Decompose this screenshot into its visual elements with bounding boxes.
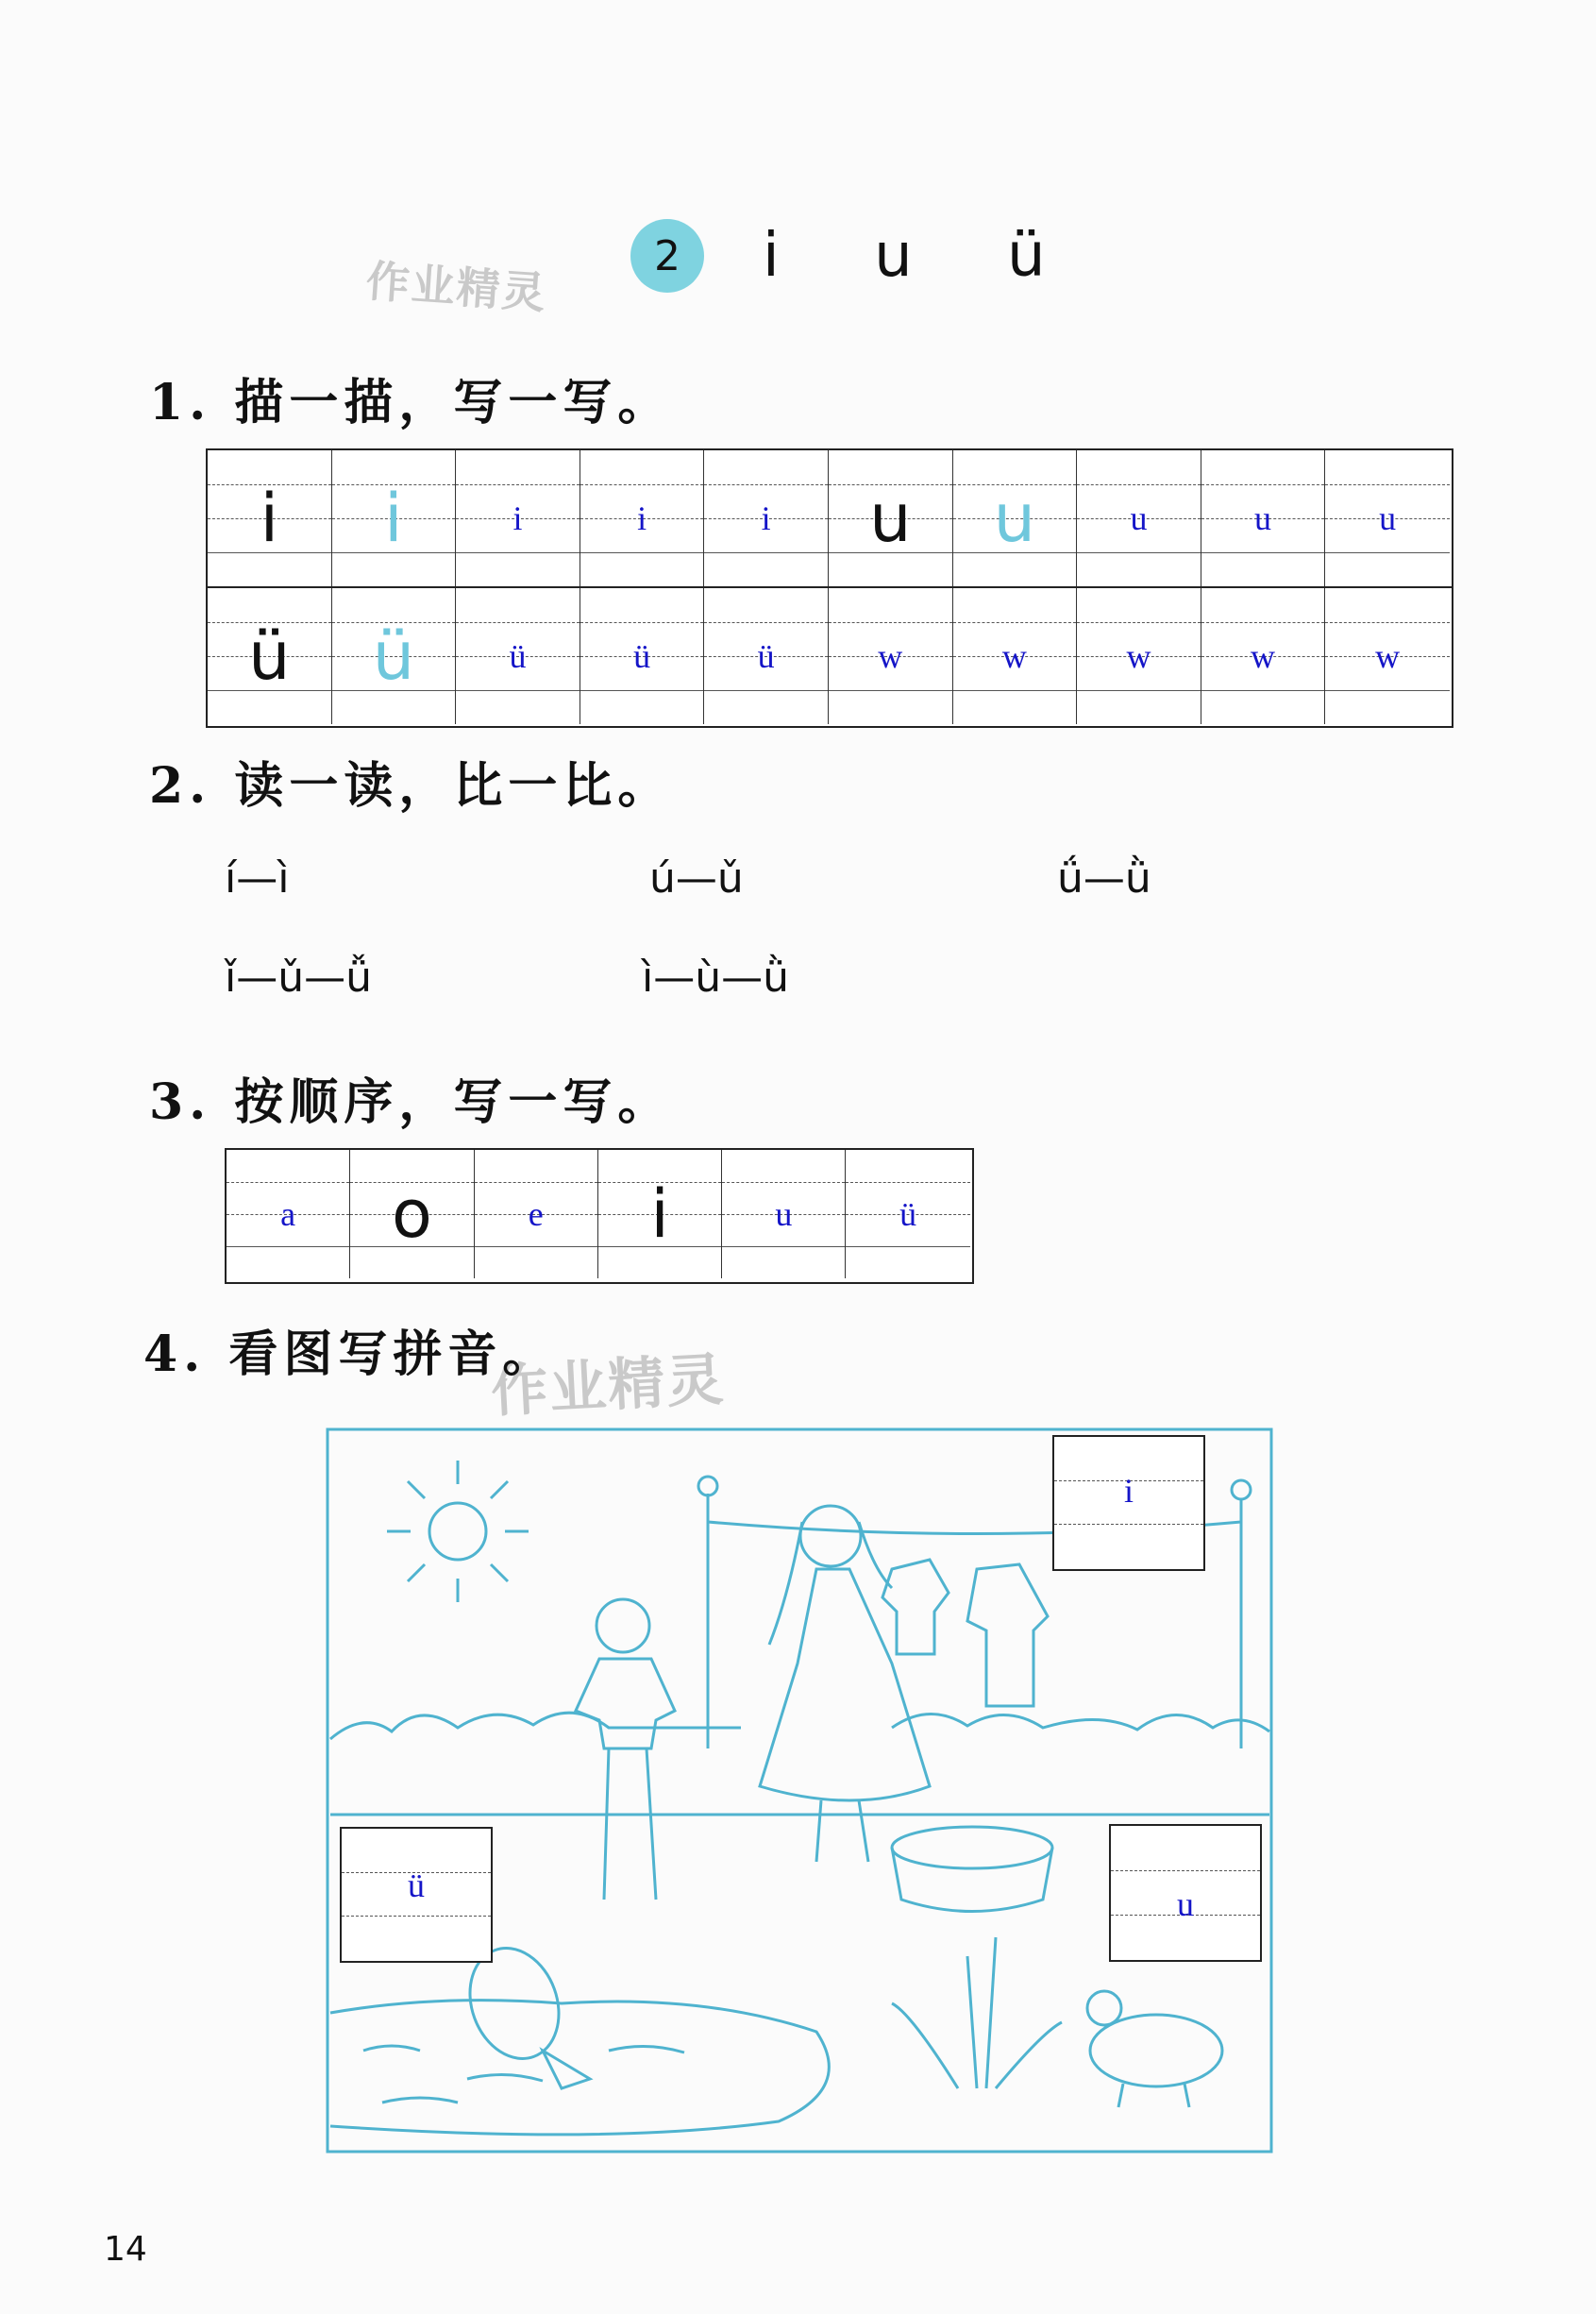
- grid-row-2: [208, 586, 1452, 724]
- watermark: 作业精灵: [364, 255, 549, 319]
- compare-item: ú—ǔ: [649, 854, 744, 903]
- handwritten-letter: w: [1001, 637, 1027, 675]
- compare-item: ì—ù—ǜ: [642, 954, 789, 1002]
- answer-text: ü: [408, 1866, 425, 1905]
- handwritten-letter: w: [1251, 637, 1276, 675]
- handwritten-letter: a: [280, 1195, 296, 1233]
- print-letter: ü: [248, 617, 291, 695]
- grid-cell: [208, 588, 332, 724]
- answer-text: u: [1177, 1885, 1194, 1924]
- answer-box-turtle: [1109, 1824, 1262, 1962]
- grid-cell: [1201, 588, 1326, 724]
- handwritten-letter: u: [775, 1195, 793, 1233]
- handwritten-letter: u: [1254, 499, 1272, 537]
- lesson-number-badge: [630, 219, 704, 293]
- handwritten-letter: ü: [757, 637, 775, 675]
- grid-cell: [456, 588, 580, 724]
- question-4-title: 4. 看图写拼音。: [143, 1326, 558, 1383]
- handwritten-letter: w: [1375, 637, 1401, 675]
- grid-cell: [953, 450, 1078, 586]
- print-letter: o: [392, 1175, 432, 1253]
- handwritten-letter: i: [512, 499, 523, 537]
- grid-cell: [475, 1150, 598, 1278]
- lesson-letters: i u ü: [763, 221, 1084, 291]
- grid-cell: [846, 1150, 969, 1278]
- compare-item: í—ì: [225, 854, 290, 903]
- grid-row-1: [208, 450, 1452, 586]
- trace-letter: u: [993, 480, 1036, 557]
- answer-box-fish: [340, 1827, 493, 1963]
- handwritten-letter: u: [1130, 499, 1148, 537]
- grid-cell: [829, 588, 953, 724]
- handwritten-letter: ü: [633, 637, 651, 675]
- grid-cell: [580, 588, 705, 724]
- grid-cell: [227, 1150, 350, 1278]
- grid-cell: [456, 450, 580, 586]
- watermark: 作业精灵: [489, 1346, 727, 1426]
- question-3-title: 3. 按顺序，写一写。: [149, 1073, 673, 1131]
- grid-cell: [829, 450, 953, 586]
- trace-letter: i: [384, 480, 403, 557]
- grid-row: [227, 1150, 972, 1278]
- handwritten-letter: i: [761, 499, 771, 537]
- trace-letter: ü: [372, 617, 415, 695]
- four-line-grid-q1: [206, 448, 1453, 728]
- answer-box-clothes: [1052, 1435, 1205, 1571]
- compare-item: ǐ—ǔ—ǚ: [225, 954, 372, 1002]
- grid-cell: [953, 588, 1078, 724]
- grid-cell: [1325, 450, 1450, 586]
- grid-cell: [1077, 450, 1201, 586]
- handwritten-letter: e: [528, 1195, 544, 1233]
- grid-cell: [208, 450, 332, 586]
- question-2-title: 2. 读一读，比一比。: [149, 757, 673, 815]
- handwritten-letter: u: [1379, 499, 1397, 537]
- lesson-number: 2: [654, 231, 680, 280]
- handwritten-letter: ü: [509, 637, 527, 675]
- grid-cell: [332, 450, 457, 586]
- handwritten-letter: w: [1126, 637, 1151, 675]
- handwritten-letter: ü: [899, 1195, 917, 1233]
- handwritten-letter: w: [878, 637, 903, 675]
- grid-cell: [350, 1150, 474, 1278]
- sun-icon: [387, 1461, 529, 1602]
- grid-cell: [704, 588, 829, 724]
- page-number: 14: [104, 2230, 147, 2269]
- handwritten-letter: i: [637, 499, 647, 537]
- grid-cell: [1325, 588, 1450, 724]
- four-line-grid-q3: [225, 1148, 974, 1284]
- grid-cell: [1201, 450, 1326, 586]
- question-1-title: 1. 描一描，写一写。: [149, 374, 673, 431]
- print-letter: u: [869, 480, 912, 557]
- grid-cell: [722, 1150, 846, 1278]
- compare-item: ǘ—ǜ: [1057, 854, 1151, 903]
- grid-cell: [1077, 588, 1201, 724]
- print-letter: i: [650, 1175, 669, 1253]
- grid-cell: [704, 450, 829, 586]
- answer-text: i: [1123, 1472, 1134, 1511]
- grid-cell: [580, 450, 705, 586]
- grid-cell: [332, 588, 457, 724]
- grid-cell: [598, 1150, 722, 1278]
- print-letter: i: [260, 480, 279, 557]
- picture-scene: [326, 1427, 1274, 2154]
